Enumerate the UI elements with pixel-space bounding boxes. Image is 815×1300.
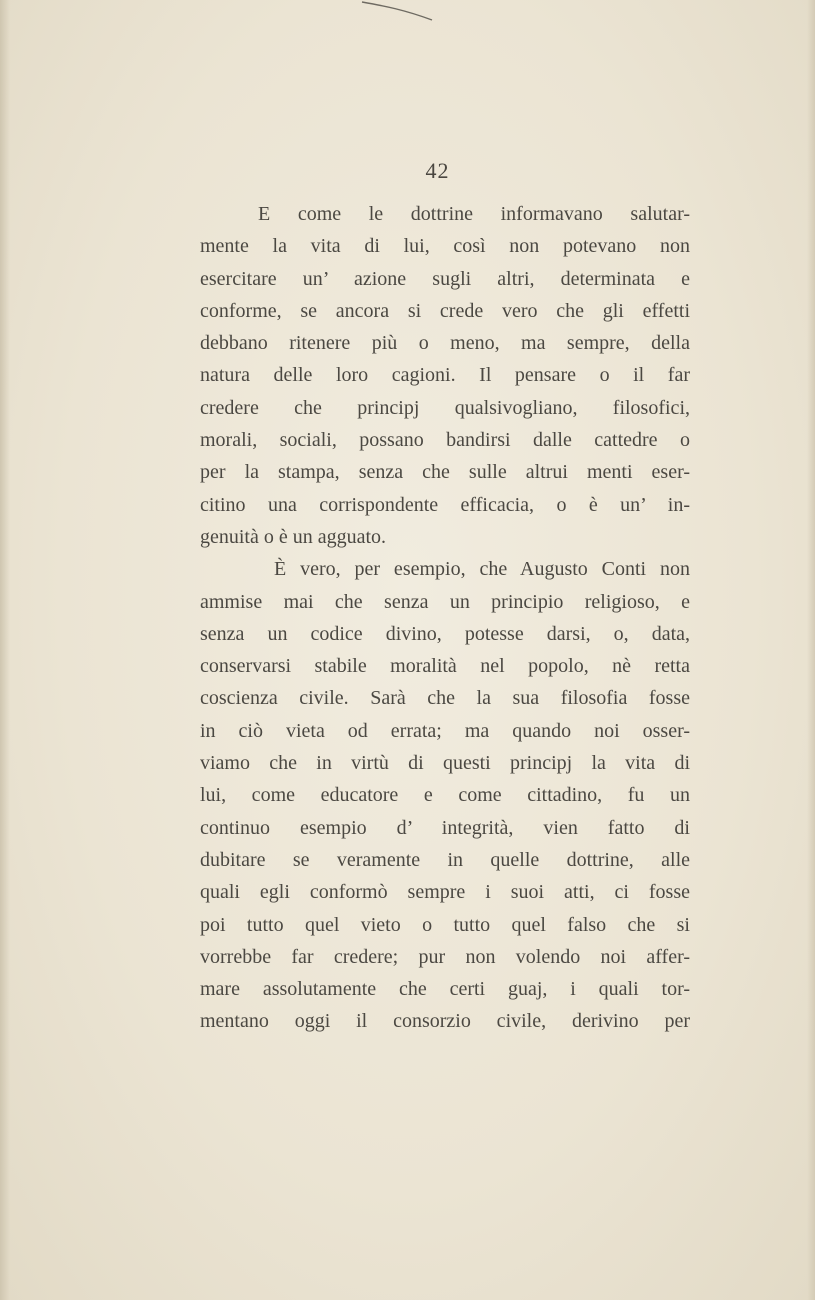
text-line: debbano ritenere più o meno, ma sempre, della — [200, 332, 690, 355]
body-text — [200, 198, 690, 1038]
text-line: mente la vita di lui, così non potevano non — [200, 235, 690, 258]
text-line: viamo che in virtù di questi principj la vita di — [200, 752, 690, 775]
text-line: credere che principj qualsivogliano, filosofici, — [200, 396, 690, 419]
paragraph — [200, 553, 690, 1037]
text-line: natura delle loro cagioni. Il pensare o il far — [200, 364, 690, 387]
text-line: continuo esempio d’ integrità, vien fatto di — [200, 816, 690, 839]
text-line: È vero, per esempio, che Augusto Conti non — [274, 558, 690, 581]
paragraph — [200, 198, 690, 553]
text-line: citino una corrispondente efficacia, o è un’ in- — [200, 493, 690, 516]
text-line: quali egli conformò sempre i suoi atti, ci fosse — [200, 881, 690, 904]
text-line: E come le dottrine informavano salutar- — [258, 203, 690, 225]
page-number: 42 — [425, 158, 450, 183]
text-line: lui, come educatore e come cittadino, fu un — [200, 784, 690, 807]
text-line: esercitare un’ azione sugli altri, determinata e — [200, 267, 690, 290]
text-line: mentano oggi il consorzio civile, derivino per — [200, 1010, 690, 1033]
text-line: conservarsi stabile moralità nel popolo, nè retta — [200, 655, 690, 678]
pencil-mark-icon — [360, 0, 440, 24]
text-line: genuità o è un agguato. — [200, 525, 387, 548]
text-line: per la stampa, senza che sulle altrui menti eser- — [200, 461, 690, 484]
page-edge-right — [807, 0, 815, 1300]
text-line: poi tutto quel vieto o tutto quel falso che si — [200, 913, 690, 936]
text-line: in ciò vieta od errata; ma quando noi osser- — [200, 719, 690, 742]
text-line: vorrebbe far credere; pur non volendo noi affer- — [200, 945, 690, 968]
text-line: ammise mai che senza un principio religioso, e — [200, 590, 690, 613]
text-line: coscienza civile. Sarà che la sua filosofia fosse — [200, 687, 690, 710]
text-line: dubitare se veramente in quelle dottrine, alle — [200, 848, 690, 871]
text-line: conforme, se ancora si crede vero che gli effetti — [200, 299, 690, 322]
text-line: mare assolutamente che certi guaj, i quali tor- — [200, 978, 690, 1001]
text-line: morali, sociali, possano bandirsi dalle cattedre o — [200, 429, 690, 452]
page-edge-left — [0, 0, 10, 1300]
text-line: senza un codice divino, potesse darsi, o, data, — [200, 622, 690, 645]
